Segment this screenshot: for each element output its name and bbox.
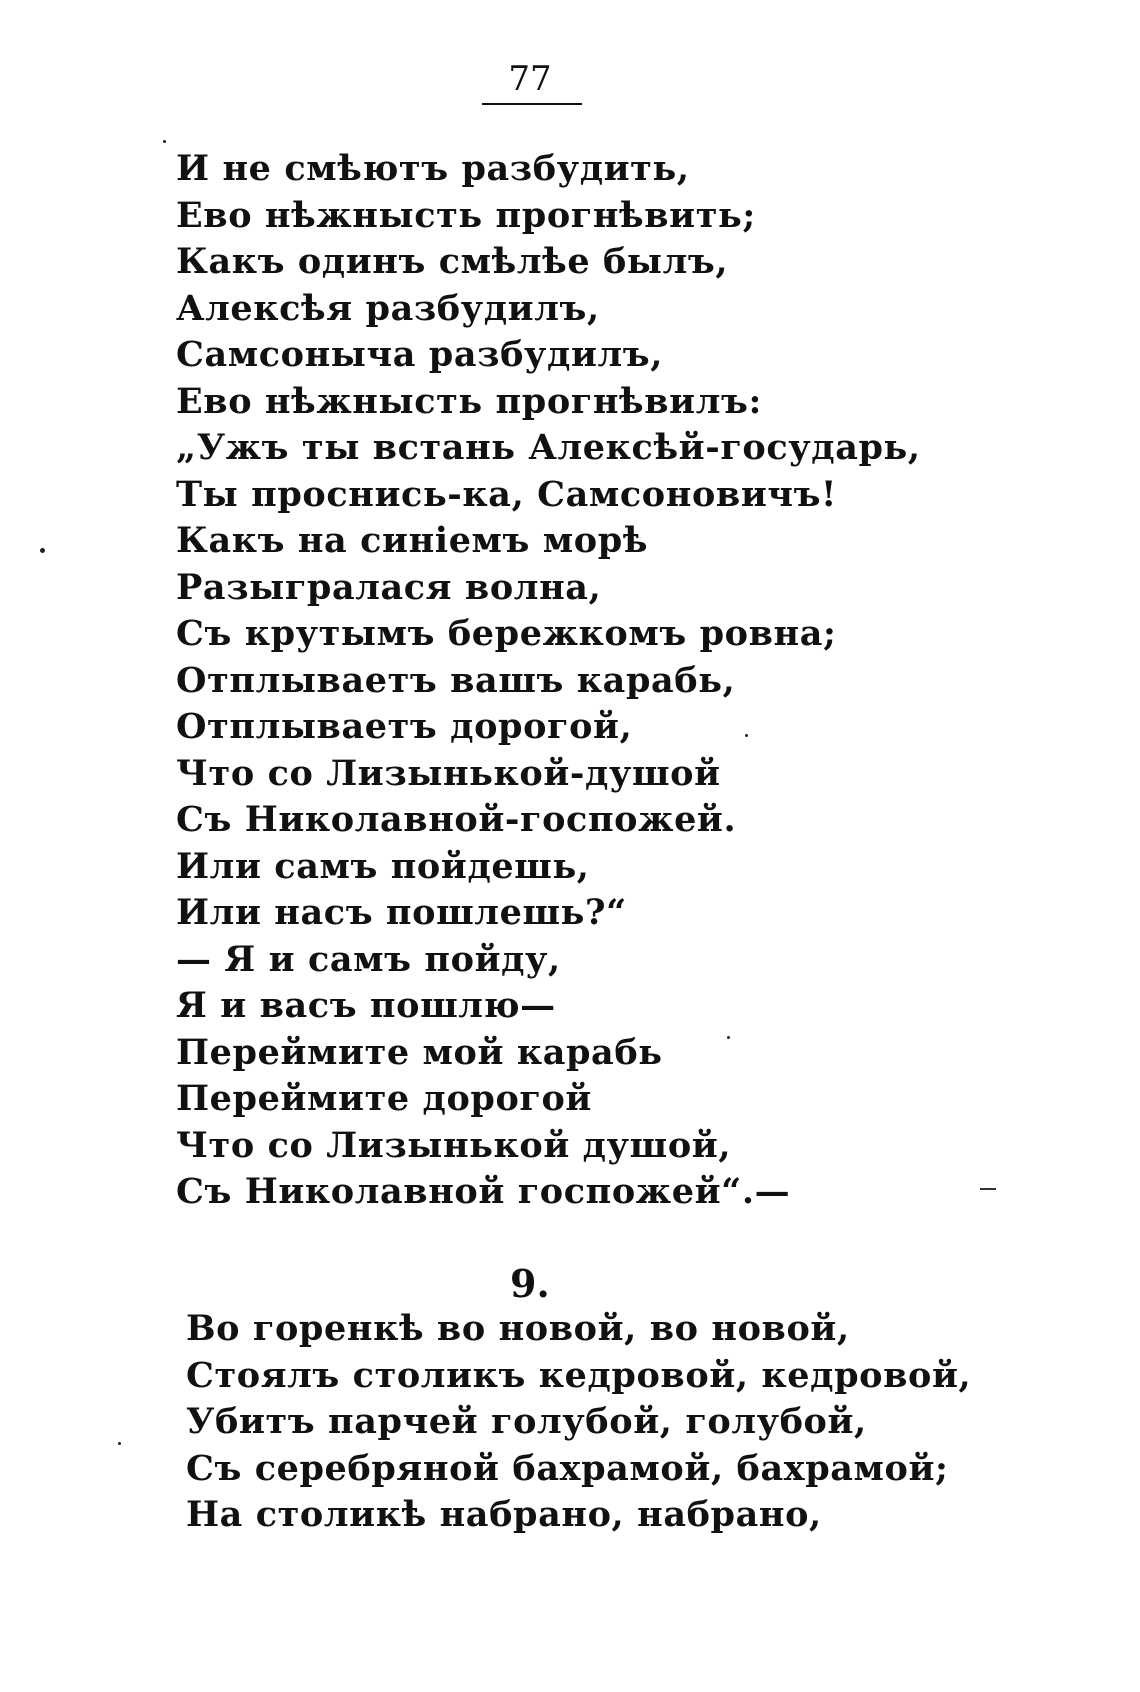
verse-line: „Ужъ ты встань Алексѣй-государь, [176, 427, 921, 468]
scan-speck [727, 1036, 730, 1039]
verse-line: Ево нѣжнысть прогнѣвить; [176, 194, 756, 236]
verse-line: Съ Николавной госпожей“.— [176, 1171, 791, 1212]
verse-line: Убитъ парчей голубой, голубой, [186, 1401, 867, 1442]
verse-line: Или насъ пошлешь?“ [176, 892, 627, 933]
verse-line: — Я и самъ пойду, [176, 938, 561, 980]
verse-line: Ты проснись-ка, Самсоновичъ! [176, 473, 838, 515]
scan-speck [745, 734, 748, 737]
stanza-one [176, 146, 921, 1216]
page-number: 77 [508, 59, 552, 99]
verse-line: Съ крутымъ бережкомъ ровна; [176, 613, 837, 654]
section-number: 9. [510, 1261, 550, 1306]
verse-line: Во горенкѣ во новой, во новой, [186, 1308, 850, 1349]
verse-line: Отплываетъ вашъ карабь, [176, 659, 736, 701]
verse-line: Переймите дорогой [176, 1078, 592, 1119]
verse-line: И не смѣютъ разбудить, [176, 148, 690, 189]
verse-line: Отплываетъ дорогой, [176, 706, 633, 747]
verse-line: Что со Лизынькой душой, [176, 1124, 732, 1166]
verse-line: Я и васъ пошлю— [176, 985, 556, 1026]
verse-line: Стоялъ столикъ кедровой, кедровой, [186, 1354, 972, 1396]
scan-speck [40, 548, 45, 553]
verse-line: Алексѣя разбудилъ, [176, 287, 600, 329]
scan-speck [163, 140, 166, 143]
verse-line: Какъ одинъ смѣлѣе былъ, [176, 241, 729, 282]
verse-line: Что со Лизынькой-душой [176, 752, 721, 794]
verse-line: Самсоныча разбудилъ, [176, 334, 664, 375]
verse-line: Ево нѣжнысть прогнѣвилъ: [176, 380, 762, 422]
scan-dash [980, 1188, 996, 1190]
verse-line: Съ серебряной бахрамой, бахрамой; [186, 1447, 949, 1489]
verse-line: Какъ на синіемъ морѣ [176, 520, 649, 561]
stanza-two [186, 1306, 971, 1539]
scan-speck [118, 1442, 121, 1445]
verse-line: Переймите мой карабь [176, 1031, 663, 1073]
verse-line: Съ Николавной-госпожей. [176, 799, 737, 840]
verse-line: Разыгралася волна, [176, 566, 602, 608]
verse-line: Или самъ пойдешь, [176, 845, 590, 887]
verse-line: На столикѣ набрано, набрано, [186, 1494, 822, 1535]
page-number-rule [482, 103, 582, 105]
